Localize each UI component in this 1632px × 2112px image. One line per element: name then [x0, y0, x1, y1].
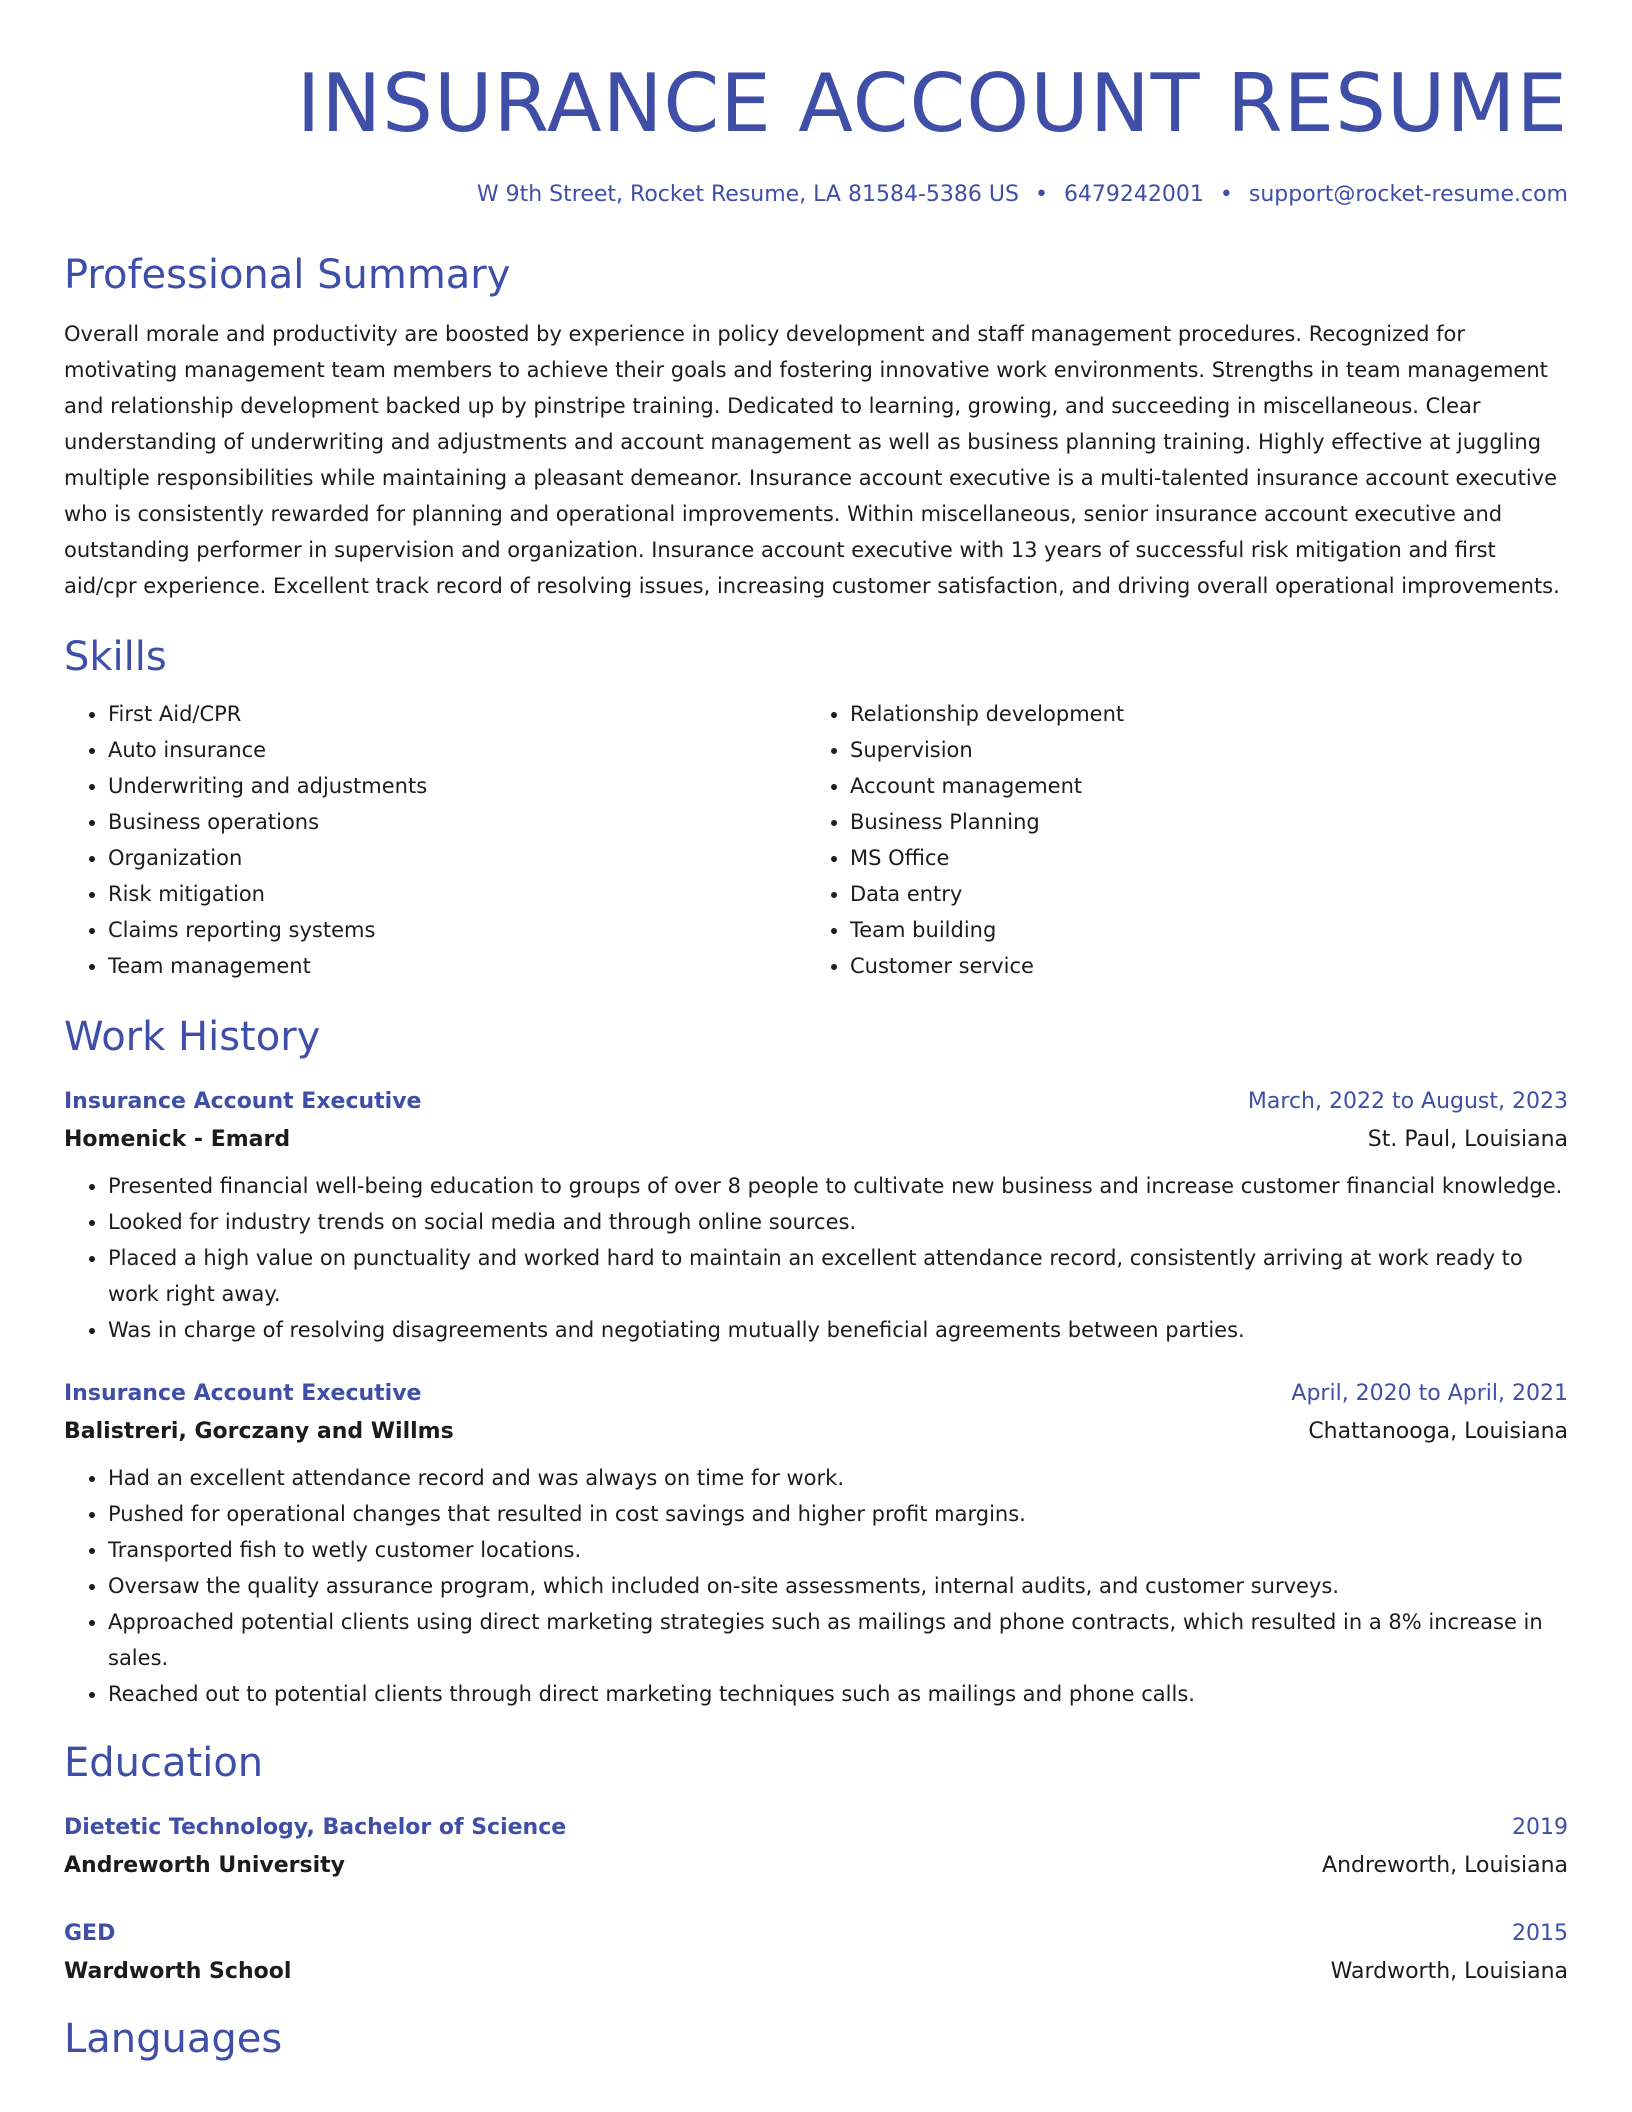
- job-title-row: [64, 1376, 1568, 1412]
- education-degree: GED: [64, 1921, 116, 1946]
- skill-item: • Risk mitigation: [108, 876, 806, 912]
- job-bullet: • Placed a high value on punctuality and worked hard to maintain an excellent attendance record, consistently arriving at work ready to work right away.: [108, 1240, 1568, 1312]
- skills-column-right: [806, 696, 1548, 984]
- education-entry: [64, 1916, 1568, 1992]
- education-school: Andreworth University: [64, 1853, 346, 1878]
- job-dates: March, 2022 to August, 2023: [1247, 1089, 1568, 1114]
- skills-column-left: [64, 696, 806, 984]
- skill-item: • Auto insurance: [108, 732, 806, 768]
- skills-heading: Skills: [64, 634, 167, 680]
- job-bullet: • Presented financial well-being education to groups of over 8 people to cultivate new business and increase customer financial knowledge.: [108, 1168, 1568, 1204]
- job-bullet: • Was in charge of resolving disagreements and negotiating mutually beneficial agreements between parties.: [108, 1312, 1568, 1348]
- job-bullet: • Pushed for operational changes that resulted in cost savings and higher profit margins.: [108, 1496, 1568, 1532]
- education-degree-row: [64, 1916, 1568, 1952]
- job-bullet: • Looked for industry trends on social media and through online sources.: [108, 1204, 1568, 1240]
- skill-item: • MS Office: [850, 840, 1548, 876]
- education-school: Wardworth School: [64, 1959, 292, 1984]
- contact-email: support@rocket-resume.com: [1248, 182, 1568, 207]
- job-bullet: • Reached out to potential clients through direct marketing techniques such as mailings and phone calls.: [108, 1676, 1568, 1712]
- job-title: Insurance Account Executive: [64, 1381, 422, 1406]
- contact-separator: •: [1034, 182, 1048, 207]
- skill-item: • Relationship development: [850, 696, 1548, 732]
- contact-phone: 6479242001: [1063, 182, 1204, 207]
- education-location: Wardworth, Louisiana: [1330, 1959, 1568, 1984]
- job-location: Chattanooga, Louisiana: [1308, 1419, 1568, 1444]
- education-degree: Dietetic Technology, Bachelor of Science: [64, 1815, 567, 1840]
- resume-title: INSURANCE ACCOUNT RESUME: [296, 57, 1568, 150]
- job-title-row: [64, 1084, 1568, 1120]
- education-entry: [64, 1810, 1568, 1886]
- job-location: St. Paul, Louisiana: [1367, 1127, 1568, 1152]
- skill-item: • Team building: [850, 912, 1548, 948]
- contact-address: W 9th Street, Rocket Resume, LA 81584-5386 US: [476, 182, 1019, 207]
- education-degree-row: [64, 1810, 1568, 1846]
- job-bullets: [64, 1168, 1568, 1348]
- summary-heading: Professional Summary: [64, 252, 511, 298]
- work-history-heading: Work History: [64, 1014, 321, 1060]
- education-year: 2015: [1512, 1921, 1568, 1946]
- job-entry: [64, 1084, 1568, 1348]
- summary-text: Overall morale and productivity are boosted by experience in policy development and staff management procedures. Recognized for motivating management team members to achieve their goals and fostering innovative work environments. Strengths in team management and relationship development backed up by pinstripe training. Dedicated to learning, growing, and succeeding in miscellaneous. Clear understanding of underwriting and adjustments and account management as well as business planning training. Highly effective at juggling multiple responsibilities while maintaining a pleasant demeanor. Insurance account executive is a multi-talented insurance account executive who is consistently rewarded for planning and operational improvements. Within miscellaneous, senior insurance account executive and outstanding performer in supervision and organization. Insurance account executive with 13 years of successful risk mitigation and first aid/cpr experience. Excellent track record of resolving issues, increasing customer satisfaction, and driving overall operational improvements.: [64, 322, 1560, 598]
- skill-item: • Customer service: [850, 948, 1548, 984]
- job-company: Homenick - Emard: [64, 1127, 291, 1152]
- job-bullet: • Approached potential clients using direct marketing strategies such as mailings and phone contracts, which resulted in a 8% increase in sales.: [108, 1604, 1568, 1676]
- skill-item: • Supervision: [850, 732, 1548, 768]
- languages-heading: Languages: [64, 2016, 283, 2062]
- contact-separator: •: [1219, 182, 1233, 207]
- skill-item: • Business operations: [108, 804, 806, 840]
- skill-item: • Data entry: [850, 876, 1548, 912]
- skill-item: • Account management: [850, 768, 1548, 804]
- job-dates: April, 2020 to April, 2021: [1291, 1381, 1568, 1406]
- skill-item: • Underwriting and adjustments: [108, 768, 806, 804]
- resume-header: [64, 54, 1568, 210]
- job-company-row: [64, 1412, 1568, 1452]
- skill-item: • Team management: [108, 948, 806, 984]
- job-entry: [64, 1376, 1568, 1712]
- education-school-row: [64, 1846, 1568, 1886]
- education-heading: Education: [64, 1740, 264, 1786]
- skill-item: • First Aid/CPR: [108, 696, 806, 732]
- job-bullet: • Had an excellent attendance record and was always on time for work.: [108, 1460, 1568, 1496]
- job-company-row: [64, 1120, 1568, 1160]
- contact-line: [64, 180, 1568, 210]
- job-bullet: • Transported fish to wetly customer locations.: [108, 1532, 1568, 1568]
- job-bullets: [64, 1460, 1568, 1712]
- job-bullet: • Oversaw the quality assurance program, which included on-site assessments, internal audits, and customer surveys.: [108, 1568, 1568, 1604]
- job-title: Insurance Account Executive: [64, 1089, 422, 1114]
- skill-item: • Business Planning: [850, 804, 1548, 840]
- skill-item: • Organization: [108, 840, 806, 876]
- education-year: 2019: [1512, 1815, 1568, 1840]
- job-company: Balistreri, Gorczany and Willms: [64, 1419, 454, 1444]
- education-location: Andreworth, Louisiana: [1322, 1853, 1568, 1878]
- skill-item: • Claims reporting systems: [108, 912, 806, 948]
- skills-list: [64, 696, 1568, 984]
- education-school-row: [64, 1952, 1568, 1992]
